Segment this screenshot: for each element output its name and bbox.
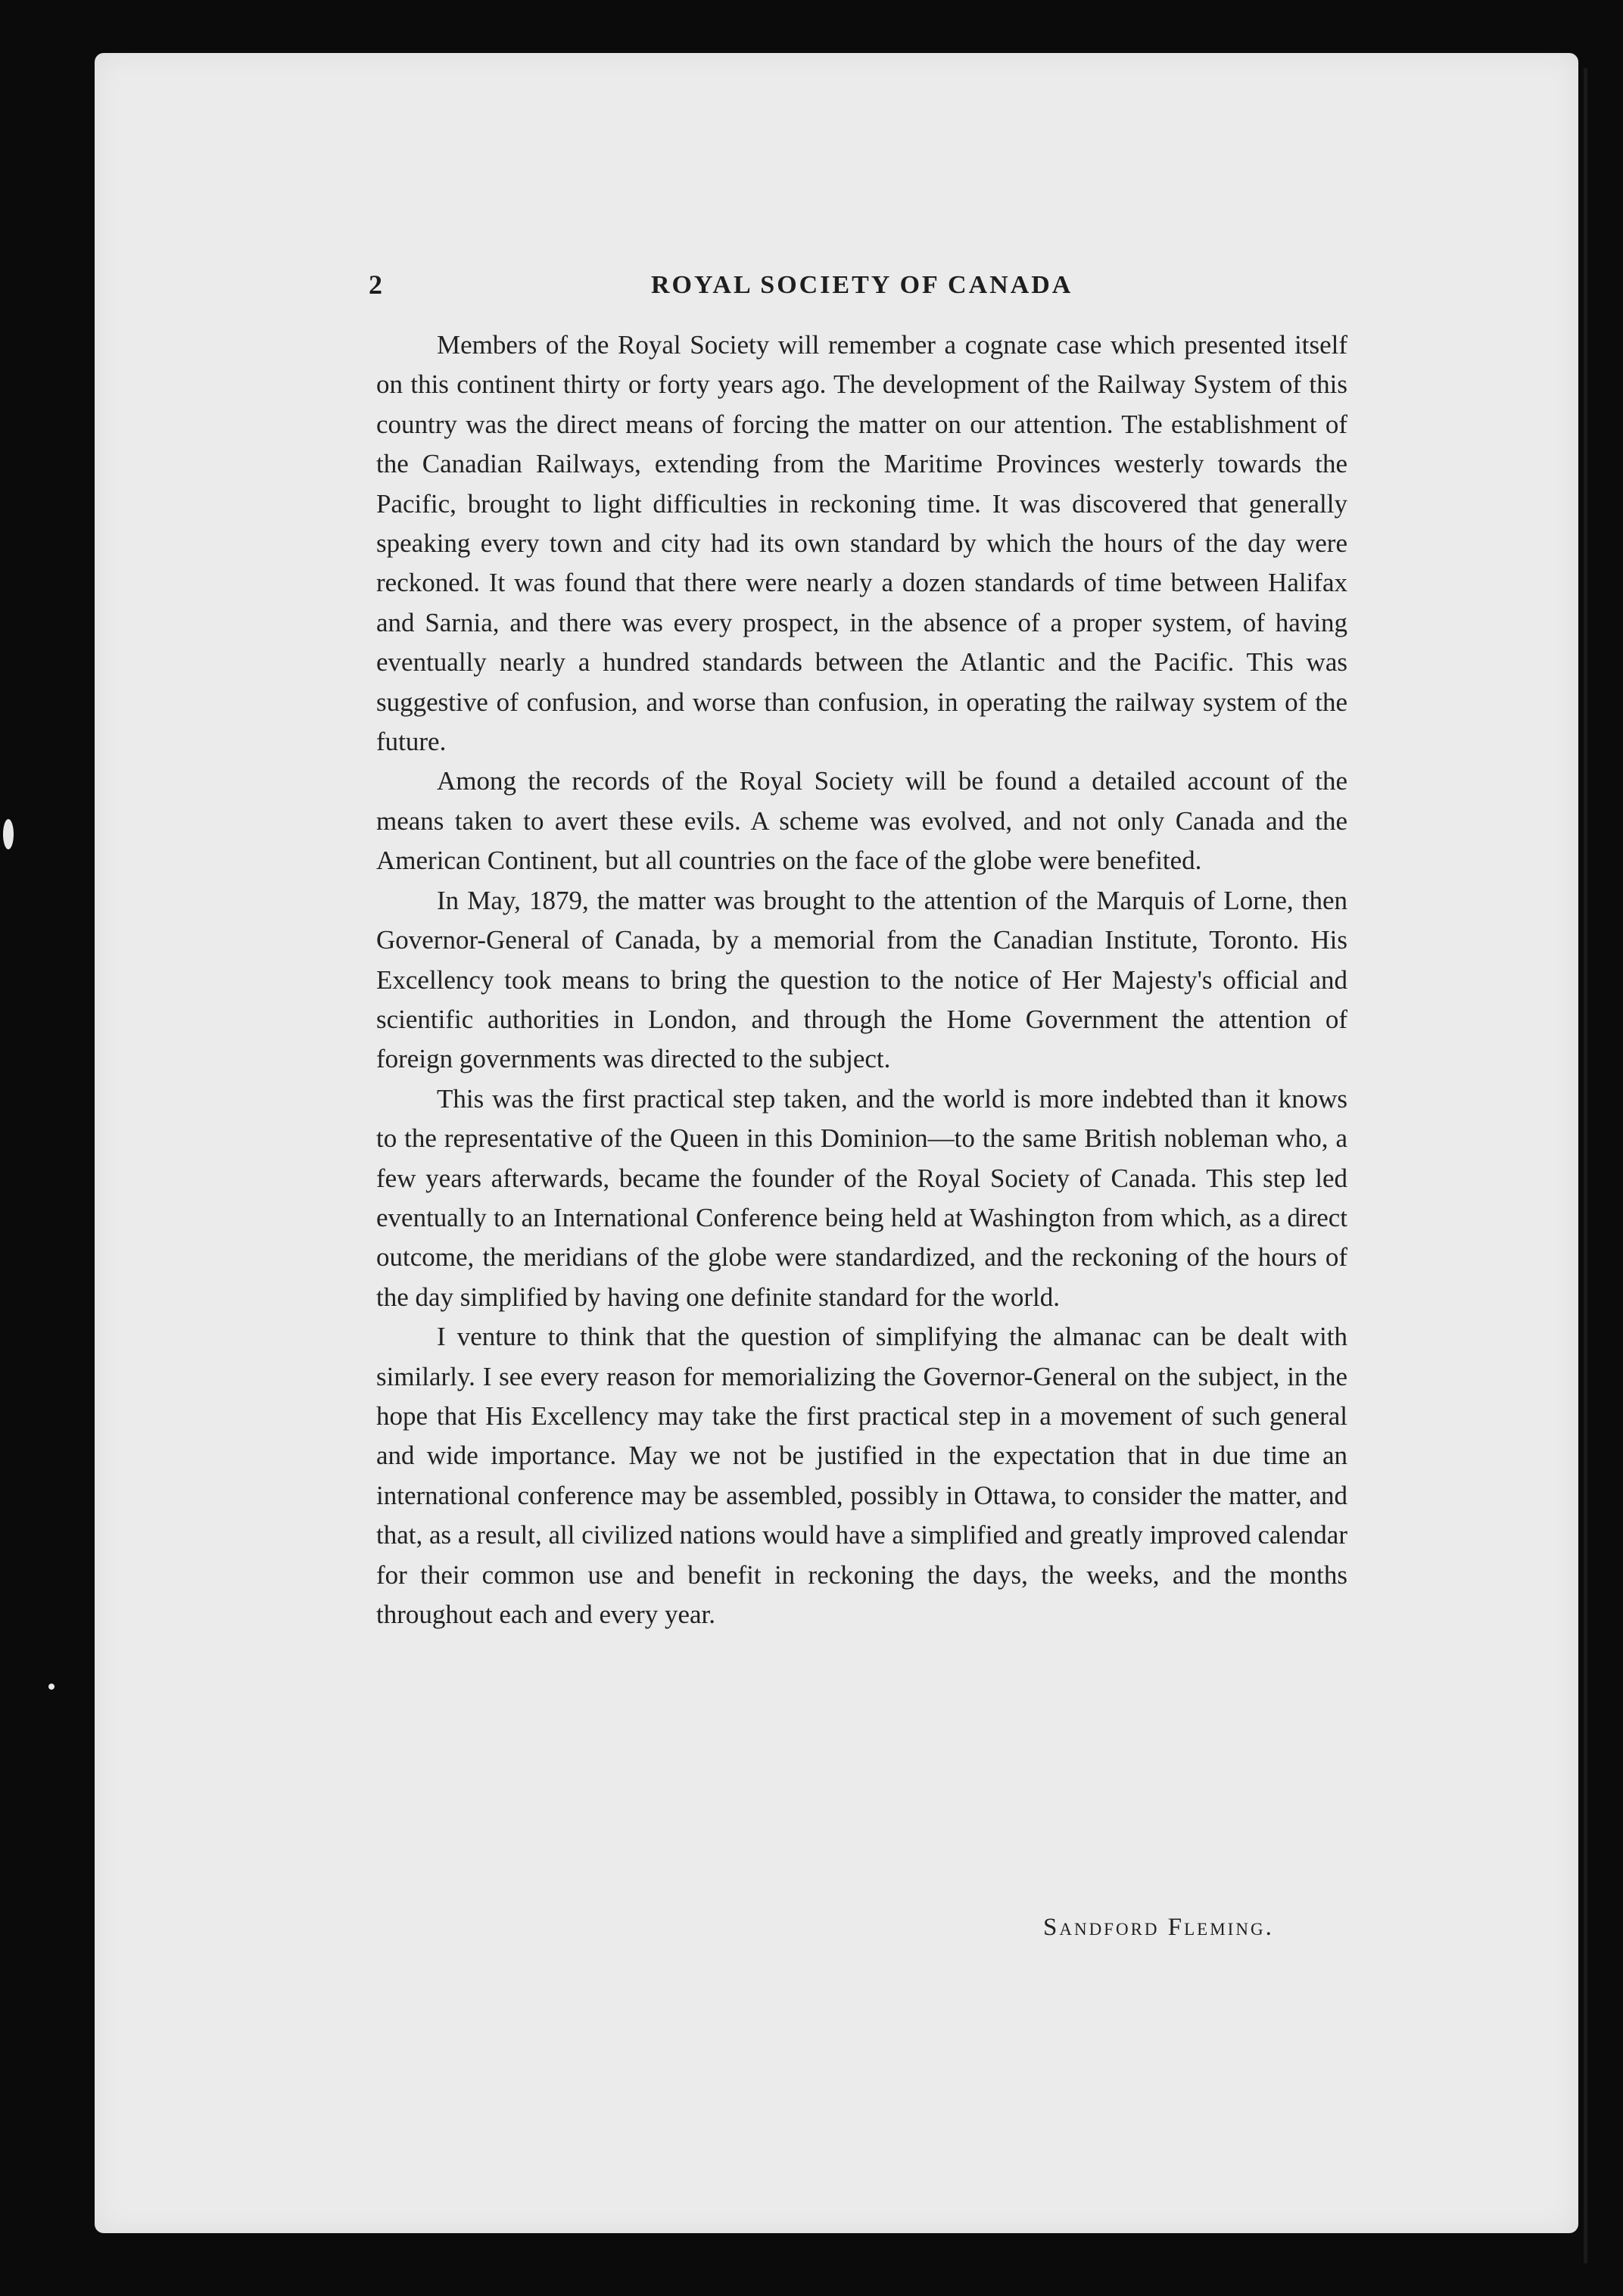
paragraph-1: Members of the Royal Society will remember a cognate case which presented itself on this continent thirty or forty years ago. The development of the Railway System of this country was the direct means of forcing the matter on our attention. The establishment of the Canadian Railways, extending from the Maritime Provinces westerly towards the Pacific, brought to light difficulties in reckoning time. It was discovered that generally speaking every town and city had its own standard by which the hours of the day were reckoned. It was found that there were nearly a dozen standards of time between Halifax and Sarnia, and there was every prospect, in the absence of a proper system, of having eventually nearly a hundred standards between the Atlantic and the Pacific. This was suggestive of confusion, and worse than confusion, in operating the railway system of the future. (376, 330, 1347, 757)
scan-speck (48, 1684, 55, 1690)
article-body (376, 326, 1347, 1634)
author-signature: Sandford Fleming. (1043, 1914, 1274, 1941)
scan-border (1590, 0, 1623, 2296)
running-title: ROYAL SOCIETY OF CANADA (651, 271, 1073, 299)
page-number: 2 (369, 269, 383, 300)
paragraph-2: Among the records of the Royal Society will be found a detailed account of the means taken to avert these evils. A scheme was evolved, and not only Canada and the American Continent, but all countries on the face of the globe were benefited. (376, 766, 1347, 876)
paragraph-3: In May, 1879, the matter was brought to the attention of the Marquis of Lorne, then Governor-General of Canada, by a memorial from the Canadian Institute, Toronto. His Excellency took means to bring the question to the notice of Her Majesty's official and scientific authorities in London, and through the Home Government the attention of foreign governments was directed to the subject. (376, 885, 1347, 1074)
paragraph-4: This was the first practical step taken, and the world is more indebted than it knows to the representative of the Queen in this Dominion—to the same British nobleman who, a few years afterwards, became the founder of the Royal Society of Canada. This step led eventually to an International Conference being held at Washington from which, as a direct outcome, the meridians of the globe were standardized, and the reckoning of the hours of the day simplified by having one definite standard for the world. (376, 1083, 1347, 1312)
page-edge-rule (1584, 68, 1587, 2263)
scan-speck (3, 819, 14, 849)
paragraph-5: I venture to think that the question of simplifying the almanac can be dealt with similarly. I see every reason for memorializing the Governor-General on the subject, in the hope that His Excellency may take the first practical step in a movement of such general and wide importance. May we not be justified in the expectation that in due time an international conference may be assembled, possibly in Ottawa, to consider the matter, and that, as a result, all civilized nations would have a simplified and greatly improved calendar for their common use and benefit in reckoning the days, the weeks, and the months throughout each and every year. (376, 1322, 1347, 1629)
